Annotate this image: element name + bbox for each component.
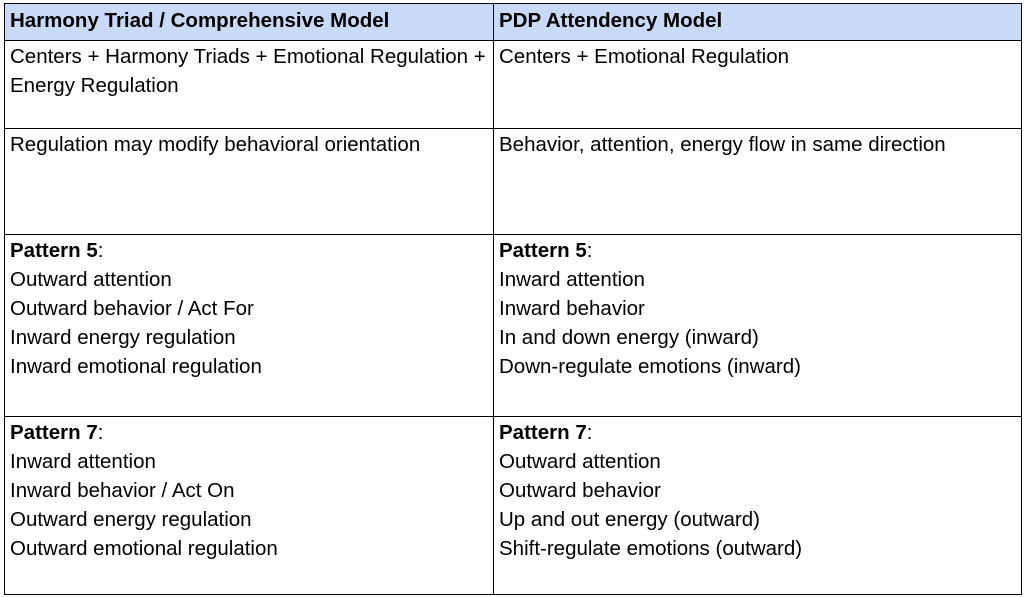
list-item: Outward attention bbox=[499, 450, 661, 473]
list-item: Inward attention bbox=[10, 450, 156, 473]
header-row bbox=[5, 4, 1022, 41]
list-item: Inward attention bbox=[499, 268, 645, 291]
cell-pdp-pattern-7 bbox=[494, 417, 1022, 595]
list-item: Outward attention bbox=[10, 268, 172, 291]
list-item: Inward energy regulation bbox=[10, 326, 236, 349]
table-row-components bbox=[5, 41, 1022, 129]
list-item: Shift-regulate emotions (outward) bbox=[499, 537, 803, 560]
table-row-pattern-5 bbox=[5, 235, 1022, 417]
cell-harmony-pattern-5 bbox=[5, 235, 494, 417]
table-row-orientation bbox=[5, 129, 1022, 235]
list-item: Up and out energy (outward) bbox=[499, 508, 760, 531]
header-harmony-triad-model: Harmony Triad / Comprehensive Model bbox=[5, 4, 494, 41]
list-item: Outward behavior / Act For bbox=[10, 297, 254, 320]
list-item: Inward behavior bbox=[499, 297, 645, 320]
cell-pdp-pattern-5 bbox=[494, 235, 1022, 417]
pattern-5-heading: Pattern 5: bbox=[10, 239, 104, 262]
list-item: Outward energy regulation bbox=[10, 508, 252, 531]
list-item: Inward behavior / Act On bbox=[10, 479, 235, 502]
list-item: Outward emotional regulation bbox=[10, 537, 278, 560]
cell-pdp-components: Centers + Emotional Regulation bbox=[494, 41, 1022, 129]
cell-pdp-orientation: Behavior, attention, energy flow in same direction bbox=[494, 129, 1022, 235]
model-comparison-table bbox=[4, 3, 1022, 595]
cell-harmony-components: Centers + Harmony Triads + Emotional Regulation + Energy Regulation bbox=[5, 41, 494, 129]
pattern-5-heading: Pattern 5: bbox=[499, 239, 593, 262]
list-item: In and down energy (inward) bbox=[499, 326, 759, 349]
table-row-pattern-7 bbox=[5, 417, 1022, 595]
list-item: Down-regulate emotions (inward) bbox=[499, 355, 801, 378]
list-item: Inward emotional regulation bbox=[10, 355, 262, 378]
pattern-7-heading: Pattern 7: bbox=[10, 421, 104, 444]
cell-harmony-orientation: Regulation may modify behavioral orientation bbox=[5, 129, 494, 235]
pattern-7-heading: Pattern 7: bbox=[499, 421, 593, 444]
list-item: Outward behavior bbox=[499, 479, 661, 502]
cell-harmony-pattern-7 bbox=[5, 417, 494, 595]
header-pdp-attendency-model: PDP Attendency Model bbox=[494, 4, 1022, 41]
